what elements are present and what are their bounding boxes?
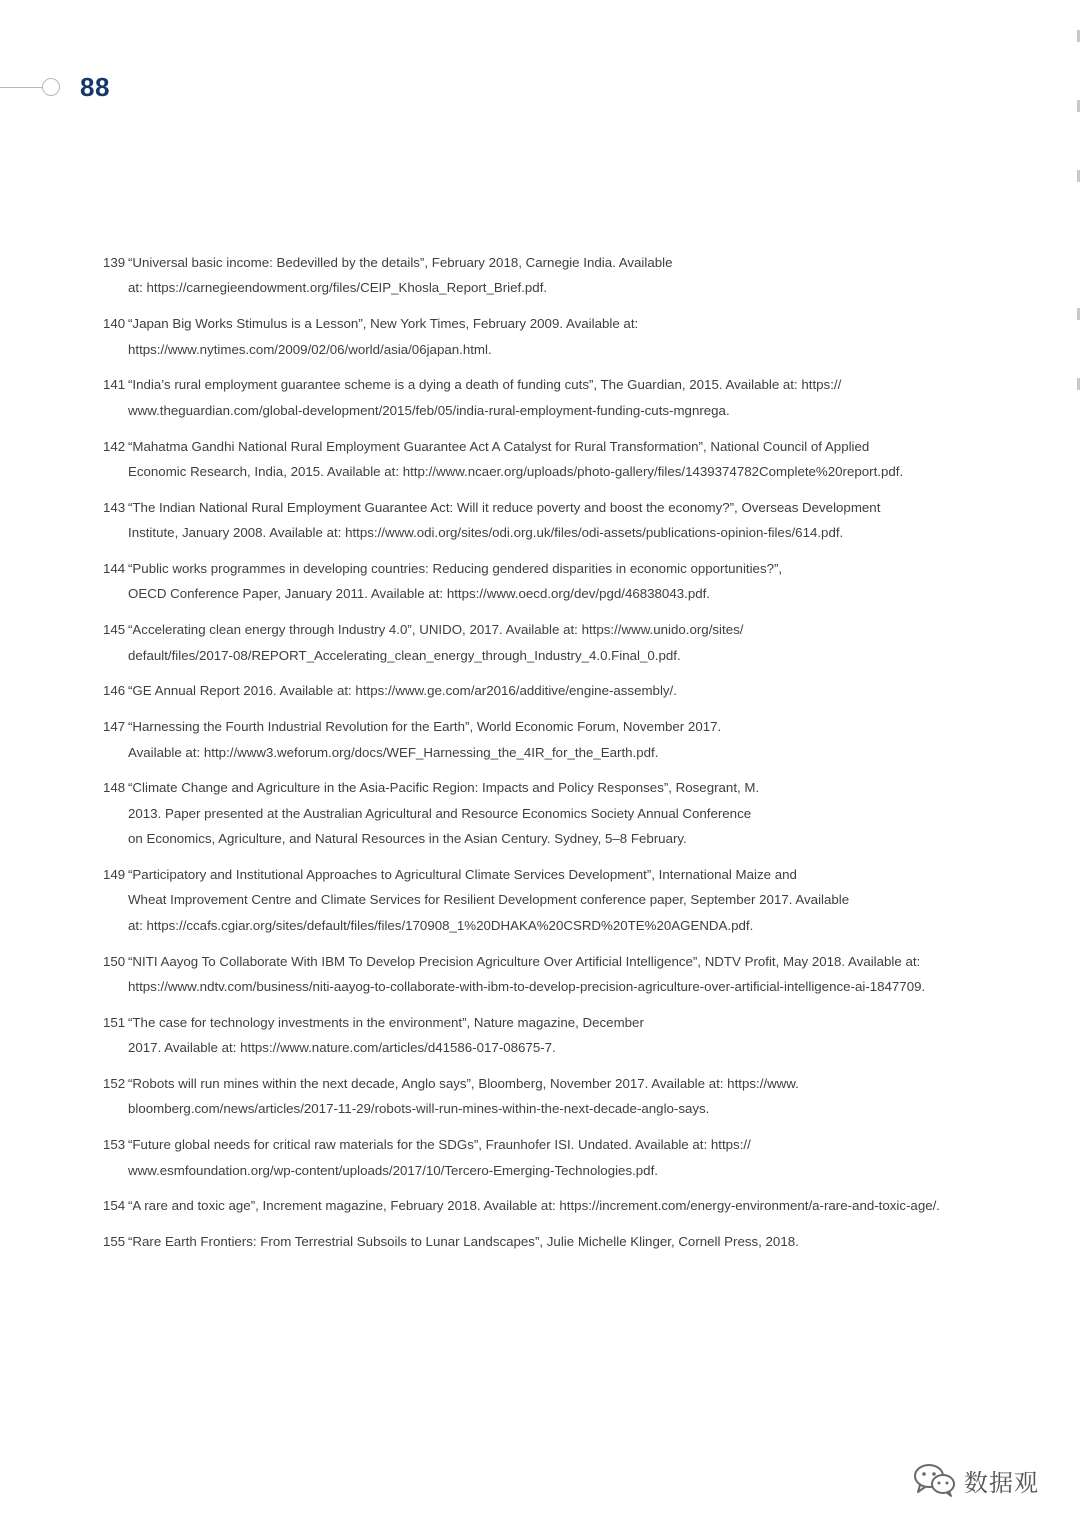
reference-text-line: https://www.nytimes.com/2009/02/06/world/asia/06japan.html.	[128, 341, 492, 357]
reference-text-line: “Accelerating clean energy through Industry 4.0”, UNIDO, 2017. Available at: https://www.unido.org/sites/	[128, 622, 744, 638]
reference-text-line: “A rare and toxic age”, Increment magazine, February 2018. Available at: https://increment.com/energy-environment/a-rare-and-toxic-age/.	[128, 1198, 941, 1214]
reference-item	[103, 250, 1003, 301]
reference-number: 143	[103, 499, 126, 515]
reference-text-line: “Harnessing the Fourth Industrial Revolution for the Earth”, World Economic Forum, November 2017.	[128, 719, 722, 735]
reference-item	[103, 862, 1003, 938]
reference-list	[103, 250, 1003, 1265]
reference-number: 151	[103, 1014, 126, 1030]
reference-text-line: “The Indian National Rural Employment Guarantee Act: Will it reduce poverty and boost the economy?”, Overseas Development	[128, 499, 881, 515]
reference-text-line: “GE Annual Report 2016. Available at: https://www.ge.com/ar2016/additive/engine-assembly/.	[128, 683, 677, 699]
reference-item	[103, 617, 1003, 668]
page-marker	[0, 72, 120, 104]
reference-text-line: “NITI Aayog To Collaborate With IBM To Develop Precision Agriculture Over Artificial Intelligence”, NDTV Profit, May 2018. Available at:	[128, 953, 921, 969]
reference-number: 148	[103, 780, 126, 796]
reference-text-line: OECD Conference Paper, January 2011. Available at: https://www.oecd.org/dev/pgd/46838043.pdf.	[128, 586, 710, 602]
reference-text-line: Economic Research, India, 2015. Available at: http://www.ncaer.org/uploads/photo-gallery/files/1439374782Complete%20report.pdf.	[128, 464, 904, 480]
reference-text-line: default/files/2017-08/REPORT_Accelerating_clean_energy_through_Industry_4.0.Final_0.pdf.	[128, 647, 681, 663]
reference-number: 149	[103, 867, 126, 883]
reference-number: 146	[103, 683, 126, 699]
reference-text-line: “Rare Earth Frontiers: From Terrestrial Subsoils to Lunar Landscapes”, Julie Michelle Klinger, Cornell Press, 2018.	[128, 1234, 799, 1250]
reference-text-line: “Universal basic income: Bedevilled by the details”, February 2018, Carnegie India. Available	[128, 255, 673, 270]
reference-number: 147	[103, 719, 126, 735]
reference-number: 141	[103, 377, 126, 393]
reference-text-line: www.theguardian.com/global-development/2015/feb/05/india-rural-employment-funding-cuts-mgnrega.	[128, 402, 730, 418]
reference-text-line: “India’s rural employment guarantee scheme is a dying a death of funding cuts”, The Guardian, 2015. Available at: https://	[128, 377, 842, 393]
reference-text-line: “Mahatma Gandhi National Rural Employment Guarantee Act A Catalyst for Rural Transformation”, National Council of Applied	[128, 438, 870, 454]
reference-number: 140	[103, 316, 126, 332]
reference-item	[103, 1010, 1003, 1061]
wechat-icon	[912, 1462, 958, 1498]
reference-text-line: at: https://carnegieendowment.org/files/CEIP_Khosla_Report_Brief.pdf.	[128, 280, 548, 296]
reference-text-line: “The case for technology investments in the environment”, Nature magazine, December	[128, 1014, 644, 1030]
reference-text-line: Wheat Improvement Centre and Climate Services for Resilient Development conference paper, September 2017. Available	[128, 892, 850, 908]
page-number: 88	[80, 72, 110, 102]
reference-item	[103, 775, 1003, 851]
reference-text-line: https://www.ndtv.com/business/niti-aayog-to-collaborate-with-ibm-to-develop-precision-agriculture-over-artificial-intelligence-ai-1847709.	[128, 979, 926, 995]
reference-item	[103, 311, 1003, 362]
reference-item	[103, 495, 1003, 546]
reference-number: 144	[103, 561, 126, 577]
reference-text-line: on Economics, Agriculture, and Natural Resources in the Asian Century. Sydney, 5–8 February.	[128, 831, 687, 847]
reference-text-line: “Japan Big Works Stimulus is a Lesson”, New York Times, February 2009. Available at:	[128, 316, 639, 332]
reference-text-line: 2013. Paper presented at the Australian Agricultural and Resource Economics Society Annual Conference	[128, 805, 752, 821]
reference-number: 153	[103, 1137, 126, 1153]
reference-text-line: “Robots will run mines within the next decade, Anglo says”, Bloomberg, November 2017. Available at: https://www.	[128, 1076, 799, 1092]
page-marker-circle	[42, 78, 60, 96]
reference-number: 145	[103, 622, 126, 638]
reference-text-line: at: https://ccafs.cgiar.org/sites/default/files/files/170908_1%20DHAKA%20CSRD%20TE%20AGENDA.pdf.	[128, 917, 754, 933]
reference-item	[103, 372, 1003, 423]
reference-item	[103, 556, 1003, 607]
reference-item	[103, 1071, 1003, 1122]
watermark	[912, 1460, 1039, 1500]
reference-text-line: www.esmfoundation.org/wp-content/uploads/2017/10/Tercero-Emerging-Technologies.pdf.	[128, 1162, 658, 1178]
reference-text-line: Available at: http://www3.weforum.org/docs/WEF_Harnessing_the_4IR_for_the_Earth.pdf.	[128, 744, 659, 760]
reference-item	[103, 678, 1003, 703]
reference-text-line: “Future global needs for critical raw materials for the SDGs”, Fraunhofer ISI. Undated. Available at: https://	[128, 1137, 751, 1153]
reference-text-line: “Participatory and Institutional Approaches to Agricultural Climate Services Development”, International Maize and	[128, 867, 797, 883]
reference-item	[103, 949, 1003, 1000]
reference-item	[103, 434, 1003, 485]
reference-number: 142	[103, 438, 126, 454]
reference-number: 155	[103, 1234, 126, 1250]
reference-text-line: Institute, January 2008. Available at: https://www.odi.org/sites/odi.org.uk/files/odi-assets/publications-opinion-files/614.pdf.	[128, 525, 844, 541]
page-marker-line	[0, 87, 44, 88]
reference-text-line: “Public works programmes in developing countries: Reducing gendered disparities in economic opportunities?”,	[128, 561, 783, 577]
reference-number: 139	[103, 255, 126, 270]
reference-item	[103, 1132, 1003, 1183]
reference-number: 152	[103, 1076, 126, 1092]
reference-text-line: 2017. Available at: https://www.nature.com/articles/d41586-017-08675-7.	[128, 1040, 556, 1056]
reference-text-line: “Climate Change and Agriculture in the Asia-Pacific Region: Impacts and Policy Responses”, Rosegrant, M.	[128, 780, 760, 796]
reference-item	[103, 714, 1003, 765]
reference-item	[103, 1229, 1003, 1254]
watermark-text: 数据观	[964, 1468, 1039, 1497]
reference-number: 154	[103, 1198, 126, 1214]
reference-text-line: bloomberg.com/news/articles/2017-11-29/robots-will-run-mines-within-the-next-decade-anglo-says.	[128, 1101, 710, 1117]
reference-item	[103, 1193, 1003, 1218]
reference-number: 150	[103, 953, 126, 969]
